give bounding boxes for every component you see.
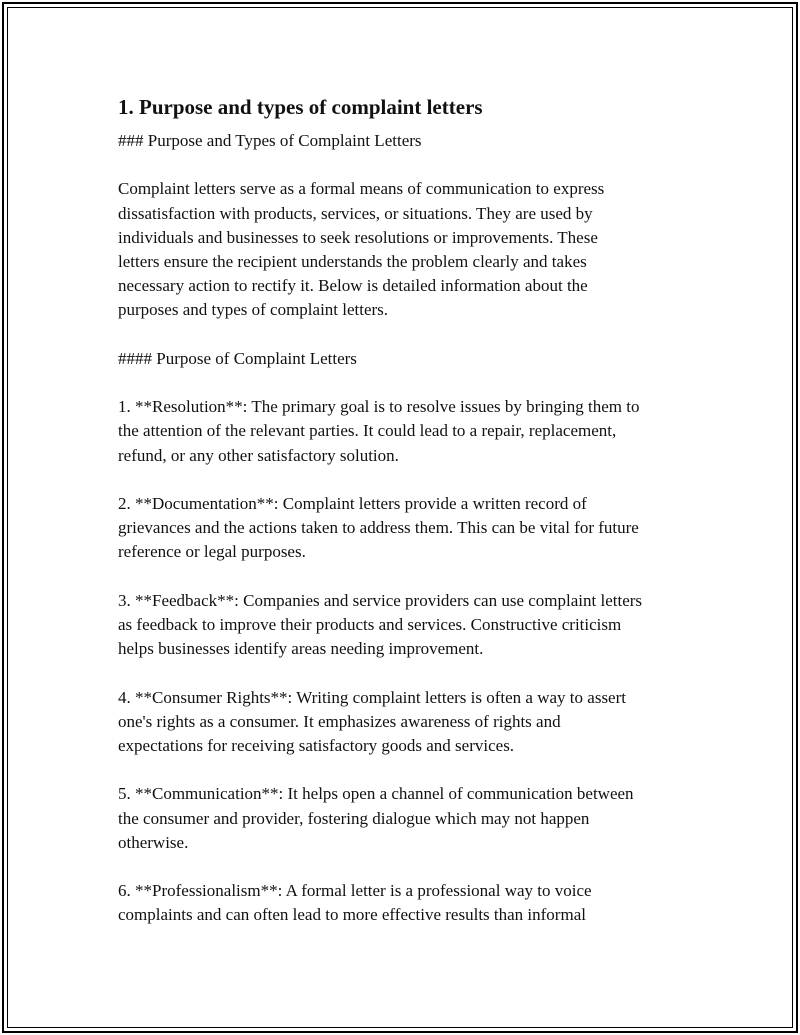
- text-line: reference or legal purposes.: [118, 542, 306, 562]
- section-heading: 1. Purpose and types of complaint letters: [118, 95, 483, 119]
- text-line: 1. **Resolution**: The primary goal is to resolve issues by bringing them to: [118, 397, 640, 417]
- text-line: 3. **Feedback**: Companies and service providers can use complaint letters: [118, 590, 643, 610]
- text-line: refund, or any other satisfactory solution.: [118, 445, 399, 465]
- list-item-communication: [118, 782, 698, 855]
- list-item-resolution: [118, 395, 698, 468]
- text-line: ### Purpose and Types of Complaint Letters: [118, 131, 422, 150]
- text-line: one's rights as a consumer. It emphasizes awareness of rights and: [118, 711, 561, 731]
- text-line: #### Purpose of Complaint Letters: [118, 348, 357, 368]
- text-line: Complaint letters serve as a formal means of communication to express: [118, 179, 605, 199]
- text-line: the consumer and provider, fostering dialogue which may not happen: [118, 808, 590, 828]
- text-line: 5. **Communication**: It helps open a channel of communication between: [118, 784, 634, 804]
- text-line: 2. **Documentation**: Complaint letters provide a written record of: [118, 493, 587, 513]
- text-line: complaints and can often lead to more effective results than informal: [118, 905, 586, 925]
- document-body: [118, 93, 698, 952]
- text-line: 4. **Consumer Rights**: Writing complaint letters is often a way to assert: [118, 687, 626, 707]
- text-line: individuals and businesses to seek resolutions or improvements. These: [118, 227, 598, 247]
- text-line: as feedback to improve their products and services. Constructive criticism: [118, 614, 622, 634]
- list-item-documentation: [118, 492, 698, 565]
- text-line: expectations for receiving satisfactory goods and services.: [118, 735, 515, 755]
- list-item-feedback: [118, 589, 698, 662]
- text-line: necessary action to rectify it. Below is detailed information about the: [118, 276, 588, 296]
- text-line: letters ensure the recipient understands the problem clearly and takes: [118, 252, 587, 271]
- text-line: purposes and types of complaint letters.: [118, 300, 389, 320]
- list-item-consumer-rights: [118, 686, 698, 759]
- text-line: 6. **Professionalism**: A formal letter is a professional way to voice: [118, 881, 592, 901]
- text-line: otherwise.: [118, 832, 189, 852]
- subheading-purpose: [118, 347, 698, 371]
- intro-paragraph: [118, 177, 698, 322]
- text-line: grievances and the actions taken to address them. This can be vital for future: [118, 518, 639, 538]
- text-line: dissatisfaction with products, services, or situations. They are used by: [118, 203, 593, 223]
- text-line: helps businesses identify areas needing improvement.: [118, 639, 484, 659]
- subheading-purpose-types: [118, 129, 698, 153]
- text-line: the attention of the relevant parties. It could lead to a repair, replacement,: [118, 421, 617, 441]
- list-item-professionalism: [118, 879, 698, 927]
